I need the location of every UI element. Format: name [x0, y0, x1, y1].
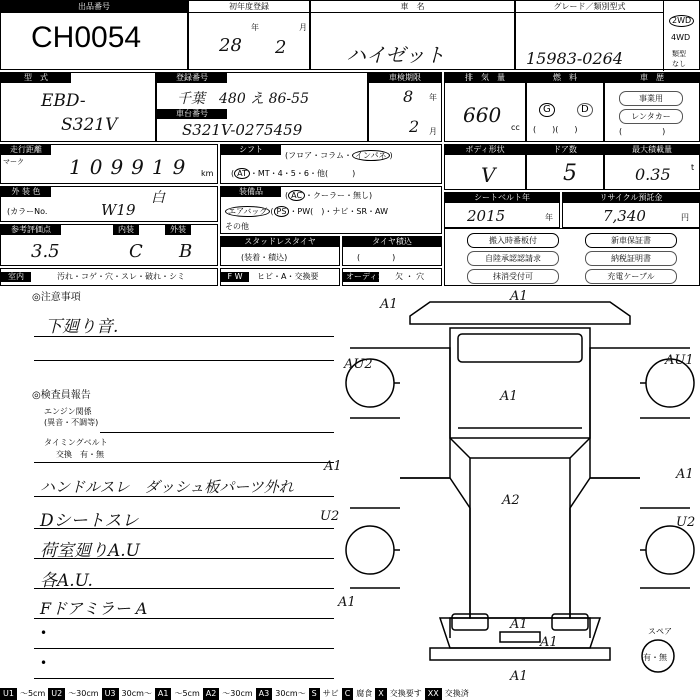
mileage-label: 走行距離: [1, 145, 51, 155]
car-name-label: 車 名: [311, 1, 514, 13]
report-engine: エンジン関係: [44, 407, 92, 416]
shift-6: 6: [303, 169, 309, 178]
spare-label: スペア: [648, 627, 672, 636]
diagram-mark: A1: [540, 635, 558, 650]
history-cell: [604, 72, 700, 142]
legend-meaning: 30cm～: [121, 689, 152, 698]
fuel-label: 燃 料: [527, 73, 603, 83]
inspection-year: 8: [403, 87, 414, 106]
diagram-mark: A1: [510, 617, 528, 632]
equip-pw: PW: [297, 207, 311, 216]
equip-cooler: クーラー: [313, 191, 346, 200]
notes-rule-1: [34, 336, 334, 337]
report-rule-4: [34, 588, 334, 589]
report-exchange: 交換 有・無: [56, 450, 104, 459]
chassis-label: 車台番号: [157, 109, 227, 119]
legend-meaning: 腐食: [356, 689, 373, 698]
history-rental-option: レンタカー: [619, 109, 683, 124]
type-option: 類型: [672, 50, 686, 58]
legend-code: A3: [256, 688, 273, 700]
color-value: 白: [151, 190, 165, 206]
history-blank: ( ): [619, 127, 666, 136]
registration-cell: [156, 72, 368, 142]
equip-sr: SR: [356, 207, 368, 216]
equip-none: 無し: [353, 191, 370, 200]
legend-meaning: ～5cm: [19, 689, 46, 698]
spare-value: 有・無: [643, 653, 667, 662]
none-option: なし: [672, 60, 686, 68]
audio-label: オーディオ: [343, 272, 379, 282]
registration-number: 千葉 480 え 86-55: [177, 91, 309, 107]
seatbelt-value: 2015: [467, 207, 506, 225]
inspection-month: 2: [409, 117, 420, 136]
chassis-number: S321V-0275459: [182, 121, 303, 139]
body-cell: [444, 144, 526, 190]
equip-ac: AC: [288, 190, 305, 201]
model-type-line1: EBD-: [41, 91, 86, 111]
report-line-5: Fドアミラー A: [40, 599, 148, 618]
interior-score-label: 内装: [113, 225, 139, 235]
doors-label: ドア数: [527, 145, 603, 155]
legend-code: C: [342, 688, 354, 700]
year-unit: 年: [251, 23, 259, 32]
4wd-option: 4WD: [671, 33, 691, 42]
mileage-cell: [0, 144, 218, 184]
report-engine-sub: (異音・不調等): [44, 418, 99, 427]
legend-code: U3: [102, 688, 119, 700]
score-value: 3.5: [31, 241, 60, 262]
fuel-gasoline-option: G: [539, 103, 555, 117]
report-rule-2: [34, 528, 334, 529]
recycle-unit: 円: [681, 213, 689, 222]
fuel-diesel-option: D: [577, 103, 593, 117]
exterior-score: B: [179, 241, 193, 262]
first-registration-label: 初年度登録: [189, 1, 309, 13]
seatbelt-label: シートベルト年: [445, 193, 559, 203]
history-business-option: 事業用: [619, 91, 683, 106]
inspection-label: 車検期限: [369, 73, 441, 83]
displacement-value: 660: [463, 103, 502, 127]
equipment-row2: エアバッグ ( PS ・PW( )・ナビ・SR・AW: [225, 207, 388, 217]
equip-navi: ナビ: [332, 207, 349, 216]
interior-cell: [0, 268, 218, 286]
fw-value: ヒビ・A・交換要: [257, 272, 319, 281]
first-registration-cell: [188, 0, 310, 70]
mileage-mark: マーク: [3, 158, 24, 166]
recycle-value: 7,340: [603, 207, 646, 225]
diagram-mark: A1: [324, 459, 342, 474]
grade-cell: [515, 0, 700, 70]
seatbelt-cell: [444, 192, 560, 228]
first-registration-month: 2: [275, 37, 287, 58]
fuel-blank: ( )( ): [533, 125, 578, 134]
inspection-month-unit: 月: [429, 127, 437, 136]
report-rule-1: [34, 496, 334, 497]
docs-cell: [444, 228, 700, 286]
report-line-3: 荷室廻りA.U: [40, 541, 141, 561]
displacement-unit: cc: [511, 123, 520, 132]
legend-meaning: サビ: [322, 689, 339, 698]
fw-label: F W: [221, 272, 249, 282]
model-type-line2: S321V: [61, 115, 118, 135]
model-type-cell: [0, 72, 156, 142]
diagram-mark: A1: [500, 389, 518, 404]
model-type-label: 型 式: [1, 73, 71, 83]
equip-airbag: エアバッグ: [225, 206, 270, 217]
registration-label: 登録番号: [157, 73, 227, 83]
score-cell: [0, 224, 218, 266]
shift-mt: MT: [257, 169, 270, 178]
first-registration-year: 28: [219, 35, 242, 56]
interior-label: 室内: [1, 272, 31, 282]
shift-panel: インパネ: [352, 150, 389, 161]
doc-tax: 納税証明書: [585, 251, 677, 266]
load-value: 0.35: [635, 165, 671, 184]
seatbelt-unit: 年: [545, 213, 553, 222]
diagram-mark: A1: [380, 297, 398, 312]
mileage-value: 109919: [69, 155, 194, 179]
car-name: ハイゼット: [346, 43, 445, 67]
equipment-cell: [220, 186, 442, 234]
lot-number-label: 出品番号: [1, 1, 187, 13]
interior-value: 汚れ・コゲ・穴・スレ・破れ・シミ: [57, 272, 185, 281]
notes-label: ◎注意事項: [32, 292, 81, 303]
studless-options: (装着・積込): [241, 253, 288, 262]
legend-meaning: 30cm～: [275, 689, 306, 698]
lot-number-cell: [0, 0, 188, 70]
report-line-2: Dシートスレ: [40, 511, 139, 531]
inspection-cell: [368, 72, 442, 142]
fw-cell: [220, 268, 340, 286]
legend-code: A2: [203, 688, 220, 700]
shift-cell: [220, 144, 442, 184]
displacement-cell: [444, 72, 526, 142]
displacement-label: 排 気 量: [445, 73, 525, 83]
equipment-other: その他: [225, 222, 249, 231]
notes-line-1: 下廻り音.: [45, 317, 119, 337]
diagram-mark: AU1: [665, 353, 694, 368]
equip-aw: AW: [375, 207, 388, 216]
report-rule-5: [34, 618, 334, 619]
load-label: 最大積載量: [605, 145, 699, 155]
report-line-4: 各A.U.: [40, 571, 93, 591]
doc-warranty: 新車保証書: [585, 233, 677, 248]
report-rule-6: [34, 648, 334, 649]
doc-approval: 自陸承認認請求: [467, 251, 559, 266]
studless-loaded: 積込: [268, 253, 285, 262]
legend-code: U1: [0, 688, 17, 700]
interior-score: C: [129, 241, 143, 262]
diagram-mark: U2: [676, 515, 696, 530]
shift-column: コラム: [320, 151, 345, 160]
legend-code: S: [309, 688, 320, 700]
month-unit: 月: [299, 23, 307, 32]
diagram-mark: A1: [510, 289, 528, 304]
shift-other: 他: [316, 169, 325, 178]
mileage-unit: km: [201, 169, 214, 178]
doors-value: 5: [563, 161, 577, 186]
equipment-row1: ( AC ・クーラー・無し): [285, 191, 373, 200]
damage-legend: [0, 688, 700, 700]
report-timing: タイミングベルト: [44, 438, 108, 447]
color-label: 外 装 色: [1, 187, 51, 197]
diagram-mark: A1: [338, 595, 356, 610]
diagram-mark: A2: [502, 493, 520, 508]
fuel-cell: [526, 72, 604, 142]
recycle-cell: [562, 192, 700, 228]
doors-cell: [526, 144, 604, 190]
report-rule-engine: [100, 432, 334, 433]
diagram-mark: U2: [320, 509, 340, 524]
car-name-cell: [310, 0, 515, 70]
doc-cable: 充電ケーブル: [585, 269, 677, 284]
vehicle-diagram: [320, 288, 700, 688]
shift-label: シフト: [221, 145, 281, 155]
tire-load-blank: ( ): [357, 253, 396, 262]
legend-code: A1: [155, 688, 172, 700]
shift-floor: フロア: [288, 151, 313, 160]
tire-load-cell: [342, 236, 442, 266]
shift-row2: ( AT ・MT・4・5・6・他( ): [231, 169, 356, 178]
report-label: ◎検査員報告: [32, 390, 91, 401]
2wd-option: 2WD: [669, 15, 694, 27]
report-rule-7: [34, 678, 334, 679]
diagram-mark: A1: [510, 669, 528, 684]
legend-meaning: ～5cm: [174, 689, 200, 698]
doc-deregistration: 抹消受付可: [467, 269, 559, 284]
legend-meaning: ～30cm: [222, 689, 253, 698]
report-line-1: ハンドルスレ ダッシュ板パーツ外れ: [40, 478, 294, 496]
legend-meaning: 交換済: [444, 689, 469, 698]
load-cell: [604, 144, 700, 190]
inspection-year-unit: 年: [429, 93, 437, 102]
audio-cell: [342, 268, 442, 286]
studless-mounted: 装着: [244, 253, 261, 262]
doc-plate: 搬入時番板付: [467, 233, 559, 248]
shift-at: AT: [234, 168, 250, 179]
color-code: W19: [101, 201, 136, 219]
shift-row1: (フロア・コラム・ インパネ ): [285, 151, 393, 160]
shift-5: 5: [290, 169, 296, 178]
equipment-label: 装備品: [221, 187, 281, 197]
studless-cell: [220, 236, 340, 266]
diagram-mark: A1: [676, 467, 694, 482]
legend-code: XX: [425, 688, 442, 700]
report-rule-timing: [34, 462, 334, 463]
tire-load-label: タイヤ積込: [343, 237, 441, 247]
report-bullet-7: •: [40, 656, 48, 670]
report-rule-3: [34, 558, 334, 559]
legend-meaning: ～30cm: [68, 689, 99, 698]
grade-value: 15983-0264: [526, 49, 624, 68]
color-cell: [0, 186, 218, 222]
shift-4: 4: [277, 169, 283, 178]
audio-value: 欠 ・ 穴: [395, 272, 425, 281]
studless-label: スタッドレスタイヤ: [221, 237, 339, 247]
diagram-mark: AU2: [344, 357, 373, 372]
grade-label: グレード／類別型式: [516, 1, 663, 13]
report-bullet-6: •: [40, 626, 48, 640]
equip-ps: PS: [274, 206, 290, 217]
body-label: ボディ形状: [445, 145, 525, 155]
body-value: V: [481, 163, 496, 187]
load-unit: t: [691, 163, 695, 172]
color-code-label: (カラーNo.: [7, 207, 48, 216]
legend-code: X: [375, 688, 386, 700]
history-label: 車 歴: [605, 73, 699, 83]
recycle-label: リサイクル預託金: [563, 193, 699, 203]
score-label: 参考評価点: [1, 225, 61, 235]
lot-number: CH0054: [31, 21, 142, 54]
exterior-score-label: 外装: [165, 225, 191, 235]
notes-rule-2: [34, 360, 334, 361]
legend-meaning: 交換要す: [389, 689, 422, 698]
legend-code: U2: [48, 688, 65, 700]
